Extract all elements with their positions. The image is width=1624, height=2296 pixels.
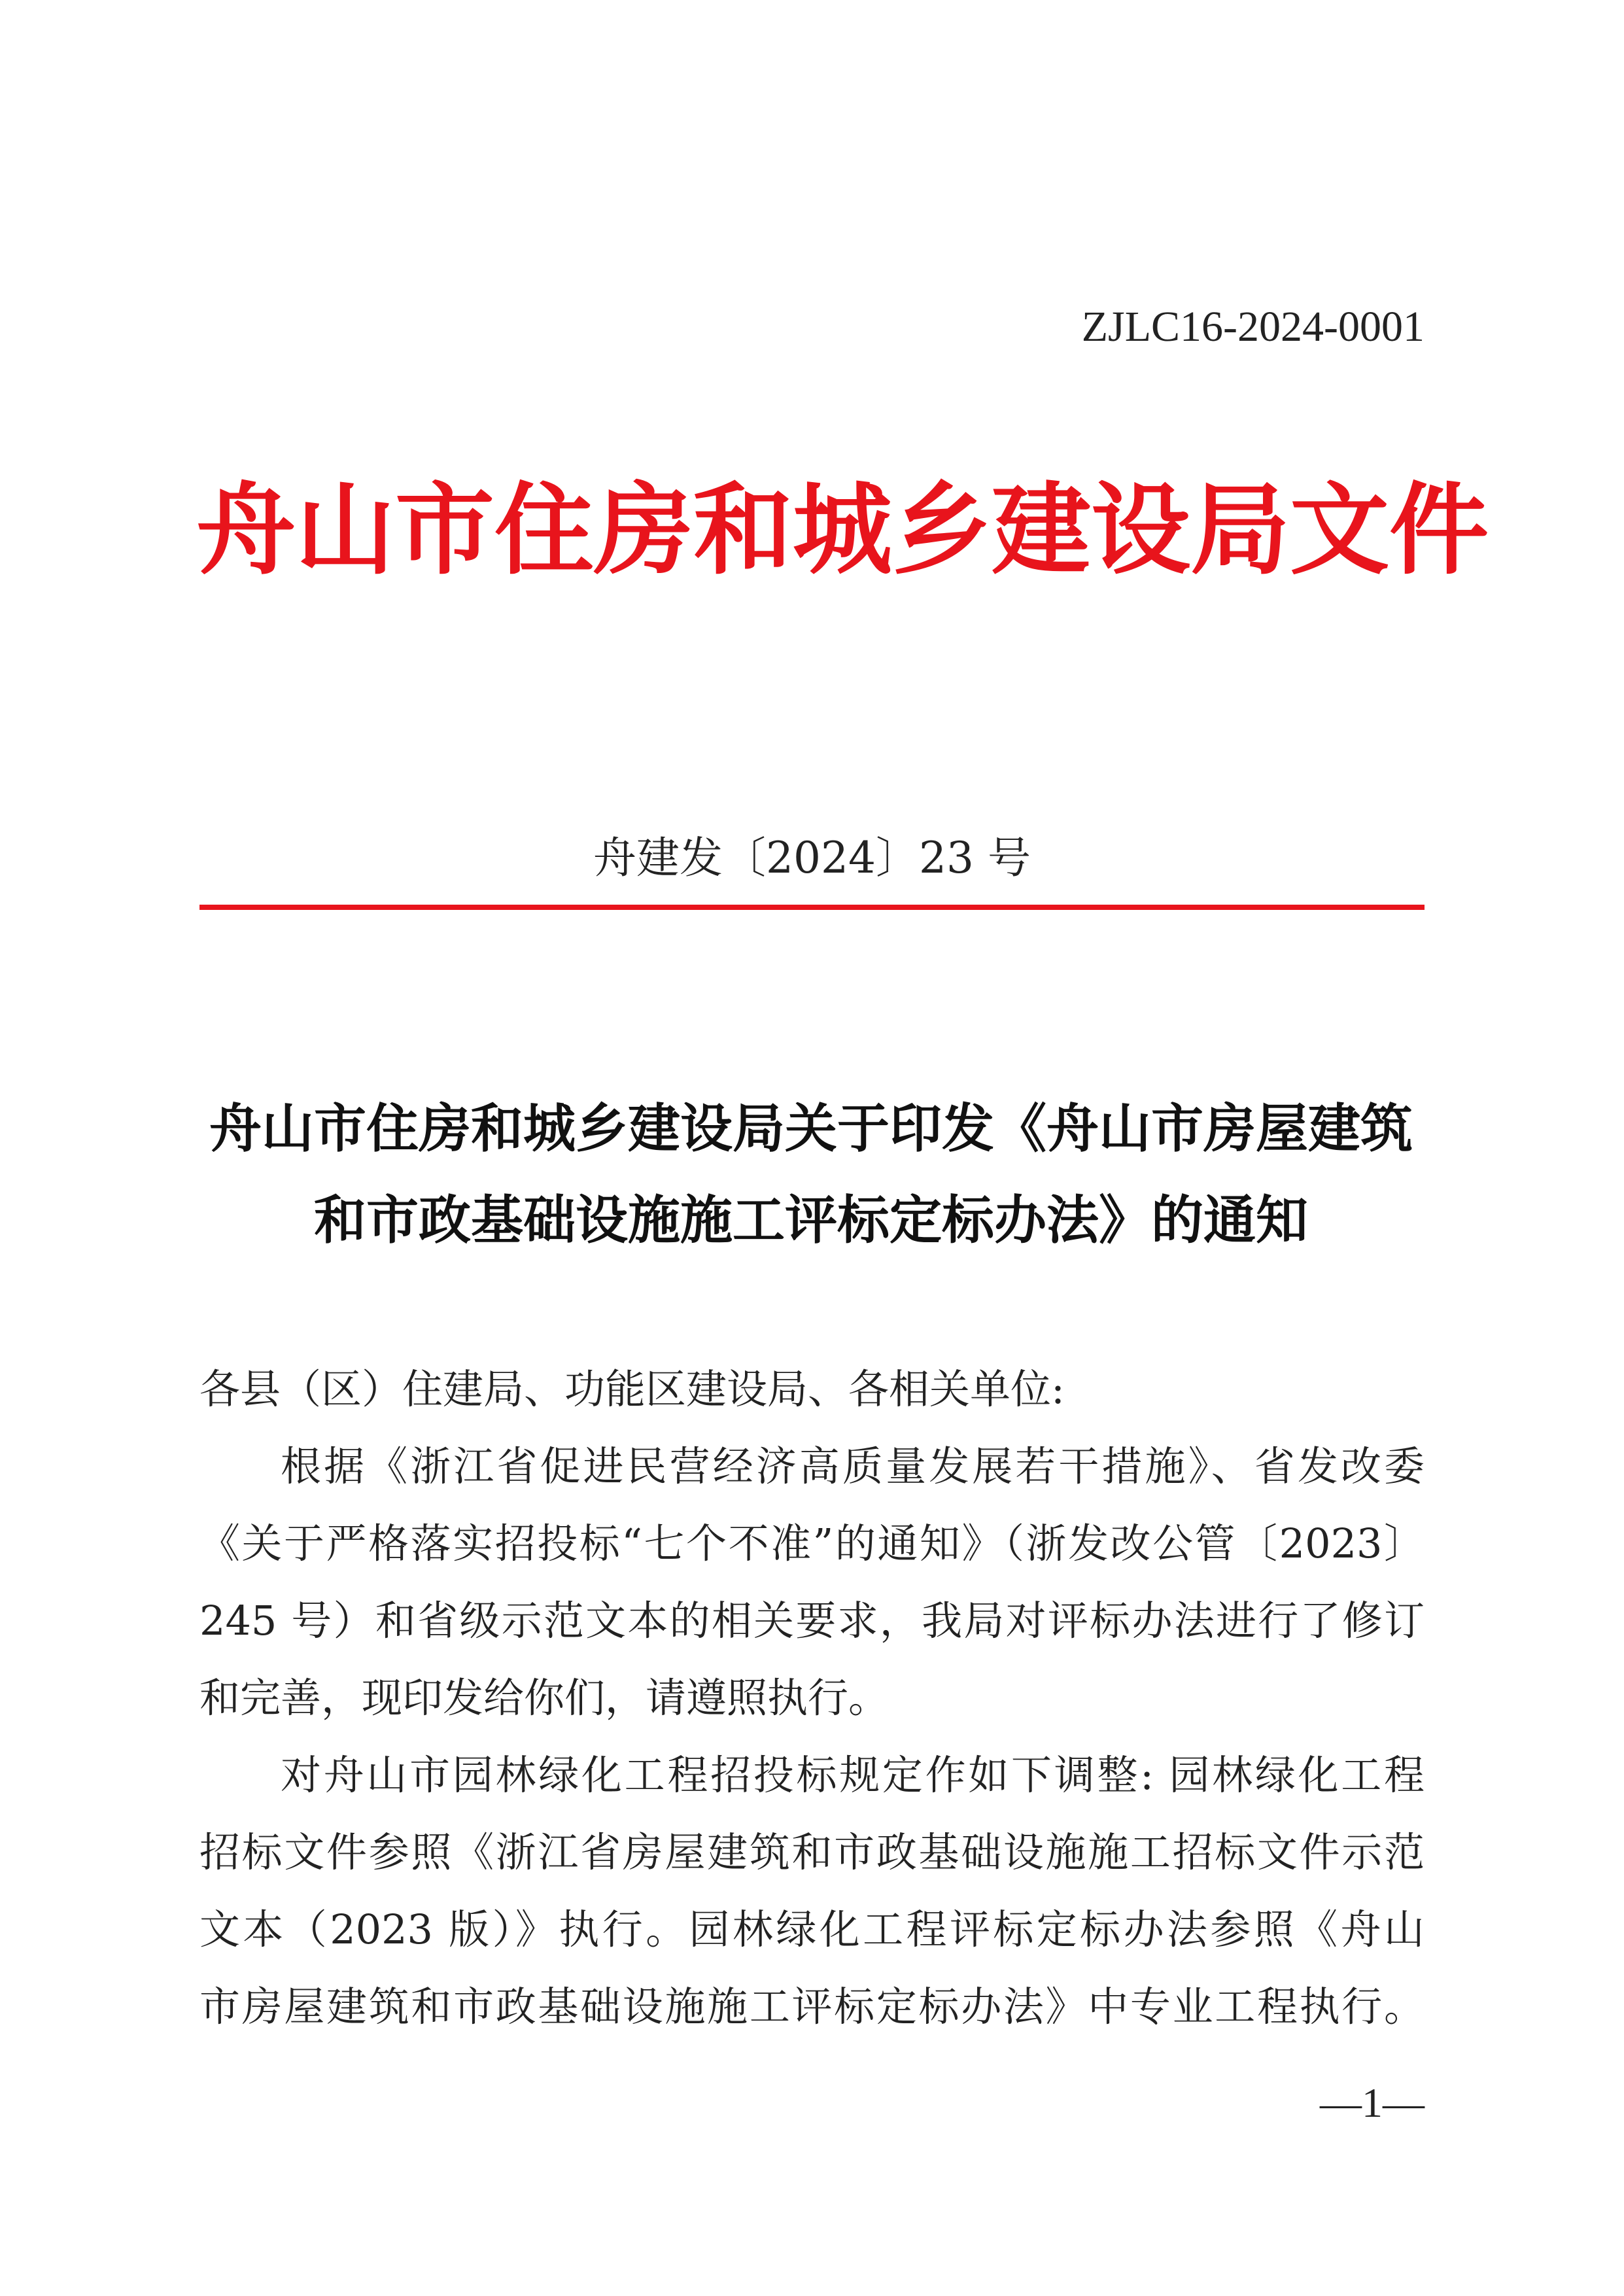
paragraph-1-line-4: 和完善，现印发给你们，请遵照执行。 (199, 1674, 890, 1722)
page-number: —1— (1320, 2079, 1425, 2126)
notice-body (199, 1351, 1425, 2045)
document-number: 舟建发〔2024〕23 号 (593, 833, 1031, 883)
notice-title-line-2: 和市政基础设施施工评标定标办法》的通知 (314, 1189, 1308, 1251)
red-divider (199, 905, 1425, 910)
paragraph-2-line-4: 市房屋建筑和市政基础设施施工评标定标办法》中专业工程执行。 (199, 1983, 1425, 2030)
notice-title-line-1: 舟山市住房和城乡建设局关于印发《舟山市房屋建筑 (209, 1098, 1413, 1159)
notice-title (196, 1083, 1426, 1266)
paragraph-2-line-3: 文本（2023 版）》执行。园林绿化工程评标定标办法参照《舟山 (199, 1905, 1425, 1953)
issuer-title: 舟山市住房和城乡建设局文件 (196, 471, 1489, 588)
paragraph-2-line-2: 招标文件参照《浙江省房屋建筑和市政基础设施施工招标文件示范 (199, 1828, 1425, 1876)
paragraph-1-line-1: 根据《浙江省促进民营经济高质量发展若干措施》、省发改委 (281, 1442, 1425, 1490)
addressee: 各县（区）住建局、功能区建设局、各相关单位: (199, 1365, 1065, 1413)
paragraph-1-line-3: 245 号）和省级示范文本的相关要求，我局对评标办法进行了修订 (199, 1597, 1425, 1644)
document-code: ZJLC16-2024-0001 (1081, 303, 1425, 351)
paragraph-1-line-2: 《关于严格落实招投标“七个不准”的通知》（浙发改公管〔2023〕 (199, 1520, 1425, 1567)
paragraph-2-line-1: 对舟山市园林绿化工程招投标规定作如下调整: 园林绿化工程 (281, 1751, 1425, 1799)
